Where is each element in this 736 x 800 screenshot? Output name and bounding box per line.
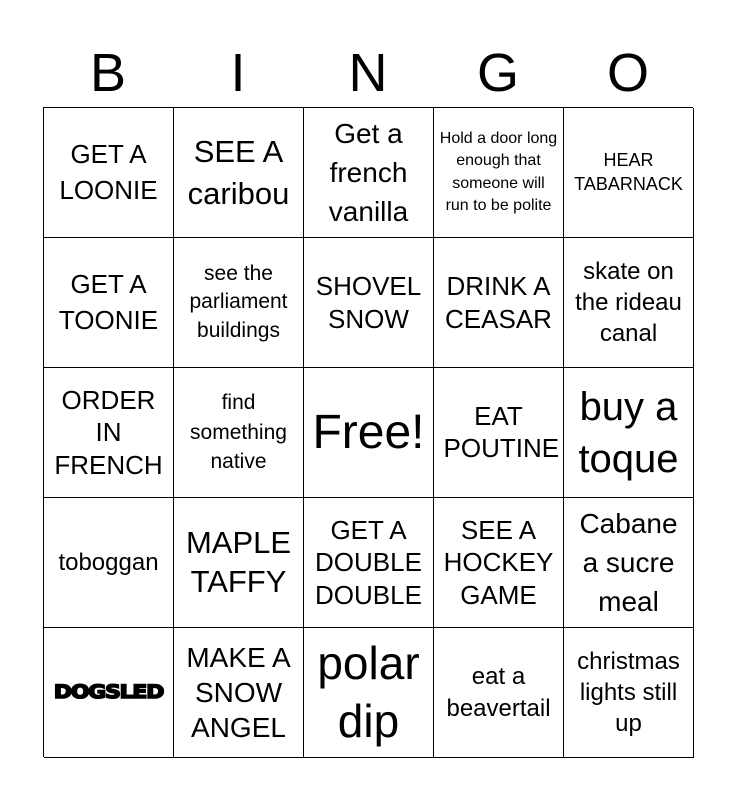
bingo-cell-eat-a-beavertail[interactable]	[434, 628, 564, 758]
header-letter-n: N	[348, 43, 388, 103]
bingo-header	[43, 38, 693, 108]
cell-text: see the parliament buildings	[189, 261, 288, 342]
cell-text: toboggan	[58, 548, 159, 576]
cell-text: skate on the rideau canal	[575, 257, 682, 348]
cell-text: DRINK A CEASAR	[445, 271, 552, 334]
bingo-cell-polar-dip[interactable]	[304, 628, 434, 758]
bingo-cell-snow-angel[interactable]	[174, 628, 304, 758]
cell-text: MAKE A SNOW ANGEL	[186, 642, 291, 743]
bingo-board	[43, 107, 693, 757]
bingo-cell-get-a-loonie[interactable]	[44, 108, 174, 238]
bingo-cell-cabane-a-sucre[interactable]	[564, 498, 694, 628]
cell-text: Free!	[312, 405, 425, 459]
cell-text: christmas lights still up	[577, 647, 680, 738]
cell-text: Get a french vanilla	[328, 117, 409, 228]
cell-text: find something native	[190, 391, 287, 474]
bingo-cell-find-something-native[interactable]	[174, 368, 304, 498]
header-letter-g: G	[476, 43, 519, 103]
cell-text: buy a toque	[578, 384, 679, 481]
header-letter-o: O	[606, 43, 649, 103]
bingo-cell-get-a-french-vanilla[interactable]	[304, 108, 434, 238]
cell-text: EAT POUTINE	[443, 401, 560, 463]
bingo-cell-shovel-snow[interactable]	[304, 238, 434, 368]
header-letter-i: I	[230, 43, 246, 103]
cell-text: ORDER IN FRENCH	[54, 384, 163, 480]
bingo-cell-eat-poutine[interactable]	[434, 368, 564, 498]
bingo-cell-order-in-french[interactable]	[44, 368, 174, 498]
cell-text: GET A LOONIE	[59, 139, 158, 205]
header-letter-b: B	[89, 43, 127, 103]
cell-text: eat a beavertail	[446, 663, 551, 722]
cell-text: SEE A caribou	[187, 133, 290, 211]
bingo-cell-double-double[interactable]	[304, 498, 434, 628]
cell-text: HEAR TABARNACK	[574, 150, 683, 194]
cell-text: GET A DOUBLE DOUBLE	[315, 514, 422, 610]
bingo-cell-see-hockey-game[interactable]	[434, 498, 564, 628]
cell-text: Cabane a sucre meal	[579, 507, 678, 618]
bingo-cell-parliament-buildings[interactable]	[174, 238, 304, 368]
cell-text: MAPLE TAFFY	[185, 524, 292, 599]
cell-text: GET A TOONIE	[58, 269, 159, 335]
cell-text: DOGSLED	[53, 680, 164, 703]
bingo-cell-see-a-caribou[interactable]	[174, 108, 304, 238]
cell-text: SEE A HOCKEY GAME	[443, 514, 554, 610]
bingo-cell-buy-a-toque[interactable]	[564, 368, 694, 498]
bingo-cell-maple-taffy[interactable]	[174, 498, 304, 628]
bingo-cell-toboggan[interactable]	[44, 498, 174, 628]
bingo-cell-hear-tabarnack[interactable]	[564, 108, 694, 238]
cell-text: Hold a door long enough that someone will run to be polite	[439, 129, 558, 214]
bingo-cell-drink-a-ceasar[interactable]	[434, 238, 564, 368]
bingo-cell-skate-rideau-canal[interactable]	[564, 238, 694, 368]
bingo-cell-christmas-lights[interactable]	[564, 628, 694, 758]
bingo-cell-dogsled[interactable]	[44, 628, 174, 758]
bingo-cell-free-space[interactable]	[304, 368, 434, 498]
cell-text: SHOVEL SNOW	[315, 271, 422, 334]
bingo-cell-hold-a-door[interactable]	[434, 108, 564, 238]
cell-text: polar dip	[317, 637, 420, 747]
bingo-cell-get-a-toonie[interactable]	[44, 238, 174, 368]
